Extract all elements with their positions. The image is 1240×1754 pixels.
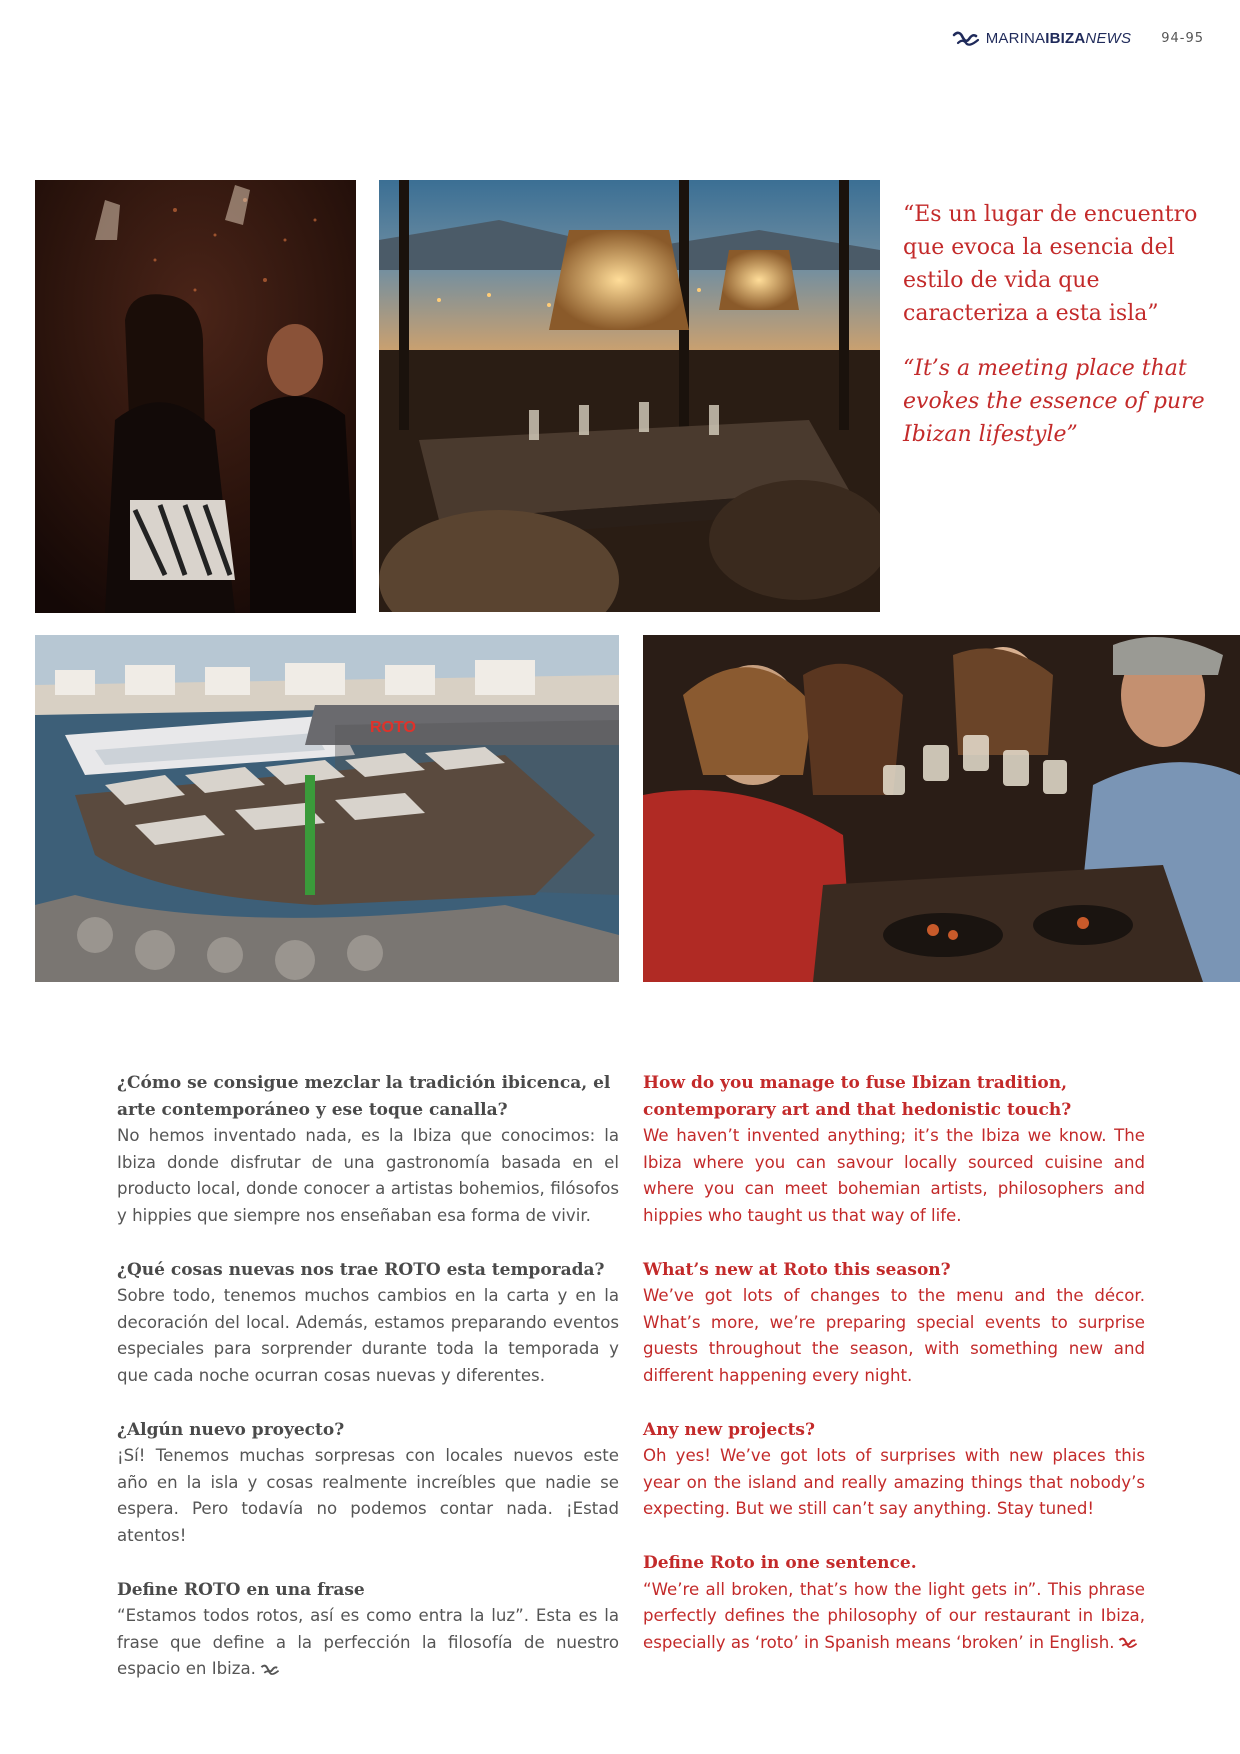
answer-en-3: Oh yes! We’ve got lots of surprises with new places this year on the island and really amazing things that nobody’s expecting. But we still can’t say anything. Stay tuned! — [643, 1446, 1145, 1519]
wave-logo-icon — [952, 31, 980, 47]
brand-name: MARINAIBIZANEWS — [985, 30, 1132, 47]
brand-logo — [952, 30, 1132, 47]
question-es-3: ¿Algún nuevo proyecto? — [117, 1419, 345, 1440]
answer-es-3: ¡Sí! Tenemos muchas sorpresas con locales nuevos este año en la isla y cosas realmente increíbles que nadie se espera. Pero todavía no podemos contar nada. ¡Estad atentos! — [117, 1446, 619, 1545]
question-es-1: ¿Cómo se consigue mezclar la tradición ibicenca, el arte contemporáneo y ese toque canalla? — [117, 1073, 611, 1120]
answer-es-4-wrap — [117, 1603, 619, 1683]
photo-toasting-group — [643, 635, 1240, 982]
interview-column-en — [643, 1070, 1145, 1683]
photo-restaurant-table — [379, 180, 880, 612]
pull-quote-es: “Es un lugar de encuentro que evoca la esencia del estilo de vida que caracteriza a esta isla” — [903, 202, 1198, 326]
question-en-3: Any new projects? — [643, 1419, 815, 1440]
answer-en-4-wrap — [643, 1577, 1145, 1657]
answer-es-2: Sobre todo, tenemos muchos cambios en la carta y en la decoración del local. Además, estamos preparando eventos especiales para sorprender durante toda la temporada y que cada noche ocurran cosas nuevas y diferentes. — [117, 1286, 619, 1385]
answer-es-1: No hemos inventado nada, es la Ibiza que conocimos: la Ibiza donde disfrutar de una gastronomía basada en el producto local, donde conocer a artistas bohemios, filósofos y hippies que siempre nos enseñaban esa forma de vivir. — [117, 1126, 619, 1225]
question-es-4: Define ROTO en una frase — [117, 1579, 365, 1600]
interview-column-es — [117, 1070, 619, 1710]
photo-party-women — [35, 180, 356, 613]
answer-en-2: We’ve got lots of changes to the menu and the décor. What’s more, we’re preparing special events to surprise guests throughout the season, with something new and different happening every night. — [643, 1286, 1145, 1385]
question-en-2: What’s new at Roto this season? — [643, 1259, 951, 1280]
wave-end-icon — [1118, 1637, 1138, 1649]
answer-en-1: We haven’t invented anything; it’s the Ibiza we know. The Ibiza where you can savour locally sourced cuisine and where you can meet bohemian artists, philosophers and hippies who taught us that way of life. — [643, 1126, 1145, 1225]
restaurant-sign: ROTO — [370, 719, 416, 736]
question-es-2: ¿Qué cosas nuevas nos trae ROTO esta temporada? — [117, 1259, 605, 1280]
answer-es-4: “Estamos todos rotos, así es como entra la luz”. Esta es la frase que define a la perfección la filosofía de nuestro espacio en Ibiza. — [117, 1606, 619, 1679]
pull-quote-en: “It’s a meeting place that evokes the essence of pure Ibizan lifestyle” — [903, 356, 1205, 447]
answer-en-4: “We’re all broken, that’s how the light gets in”. This phrase perfectly defines the philosophy of our restaurant in Ibiza, especially as ‘roto’ in Spanish means ‘broken’ in English. — [643, 1579, 1145, 1652]
question-en-1: How do you manage to fuse Ibizan tradition, contemporary art and that hedonistic touch? — [643, 1073, 1072, 1120]
pull-quote — [903, 198, 1223, 473]
question-en-4: Define Roto in one sentence. — [643, 1552, 917, 1573]
wave-end-icon — [260, 1664, 280, 1676]
page-numbers: 94-95 — [1161, 31, 1204, 46]
photo-aerial-terrace — [35, 635, 619, 982]
page-header — [952, 30, 1204, 47]
